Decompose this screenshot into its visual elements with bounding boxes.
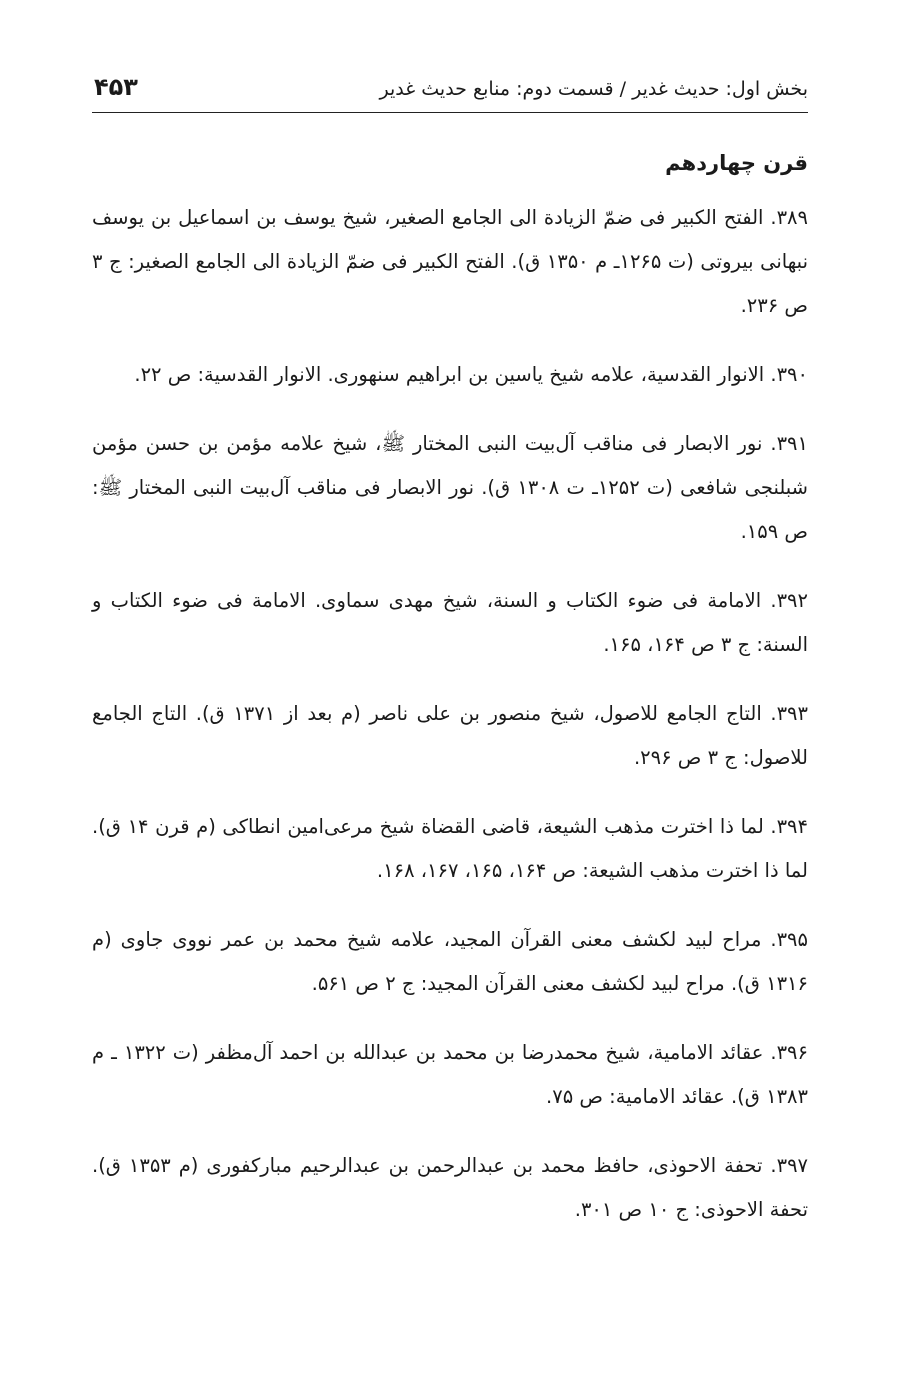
bibliography-entry-395: ۳۹۵. مراح لبید لکشف معنی القرآن المجید، علامه شیخ محمد بن عمر نووی جاوی (م ۱۳۱۶ ق). مراح لبید لکشف معنی القرآن المجید: ج ۲ ص ۵۶۱.: [92, 928, 808, 995]
bibliography-entry-389: ۳۸۹. الفتح الکبیر فی ضمّ الزیادة الی الجامع الصغیر، شیخ یوسف بن اسماعیل بن یوسف نبهانی بیروتی (ت ۱۲۶۵ـ م ۱۳۵۰ ق). الفتح الکبیر فی ضمّ الزیادة الی الجامع الصغیر: ج ۳ ص ۲۳۶.: [92, 206, 808, 317]
bibliography-entry-393: ۳۹۳. التاج الجامع للاصول، شیخ منصور بن علی ناصر (م بعد از ۱۳۷۱ ق). التاج الجامع للاصول: ج ۳ ص ۲۹۶.: [92, 702, 808, 769]
bibliography-entry-391: ۳۹۱. نور الابصار فی مناقب آل‌بیت النبی المختار ﷺ، شیخ علامه مؤمن بن حسن مؤمن شبلنجی شافعی (ت ۱۲۵۲ـ ت ۱۳۰۸ ق). نور الابصار فی مناقب آل‌بیت النبی المختار ﷺ: ص ۱۵۹.: [92, 432, 809, 543]
page-number: ۴۵۳: [94, 73, 138, 101]
bibliography-entry-392: ۳۹۲. الامامة فی ضوء الکتاب و السنة، شیخ مهدی سماوی. الامامة فی ضوء الکتاب و السنة: ج ۳ ص ۱۶۴، ۱۶۵.: [92, 589, 808, 656]
bibliography-entry-390: ۳۹۰. الانوار القدسیة، علامه شیخ یاسین بن ابراهیم سنهوری. الانوار القدسیة: ص ۲۲.: [134, 363, 808, 386]
bibliography-list: [92, 196, 808, 1257]
section-heading: قرن چهاردهم: [665, 151, 808, 175]
bibliography-entry-397: ۳۹۷. تحفة الاحوذی، حافظ محمد بن عبدالرحمن بن عبدالرحیم مبارکفوری (م ۱۳۵۳ ق). تحفة الاحوذی: ج ۱۰ ص ۳۰۱.: [92, 1154, 809, 1221]
bibliography-entry-394: ۳۹۴. لما ذا اخترت مذهب الشیعة، قاضی القضاة شیخ مرعی‌امین انطاکی (م قرن ۱۴ ق). لما ذا اخترت مذهب الشیعة: ص ۱۶۴، ۱۶۵، ۱۶۷، ۱۶۸.: [92, 815, 808, 882]
bibliography-entry-396: ۳۹۶. عقائد الامامیة، شیخ محمدرضا بن محمد بن عبدالله بن احمد آل‌مظفر (ت ۱۳۲۲ ـ م ۱۳۸۳ ق). عقائد الامامیة: ص ۷۵.: [92, 1041, 808, 1108]
document-page: [92, 0, 808, 1390]
running-header: [92, 68, 808, 113]
running-header-title: بخش اول: حدیث غدیر / قسمت دوم: منابع حدیث غدیر: [379, 78, 808, 100]
